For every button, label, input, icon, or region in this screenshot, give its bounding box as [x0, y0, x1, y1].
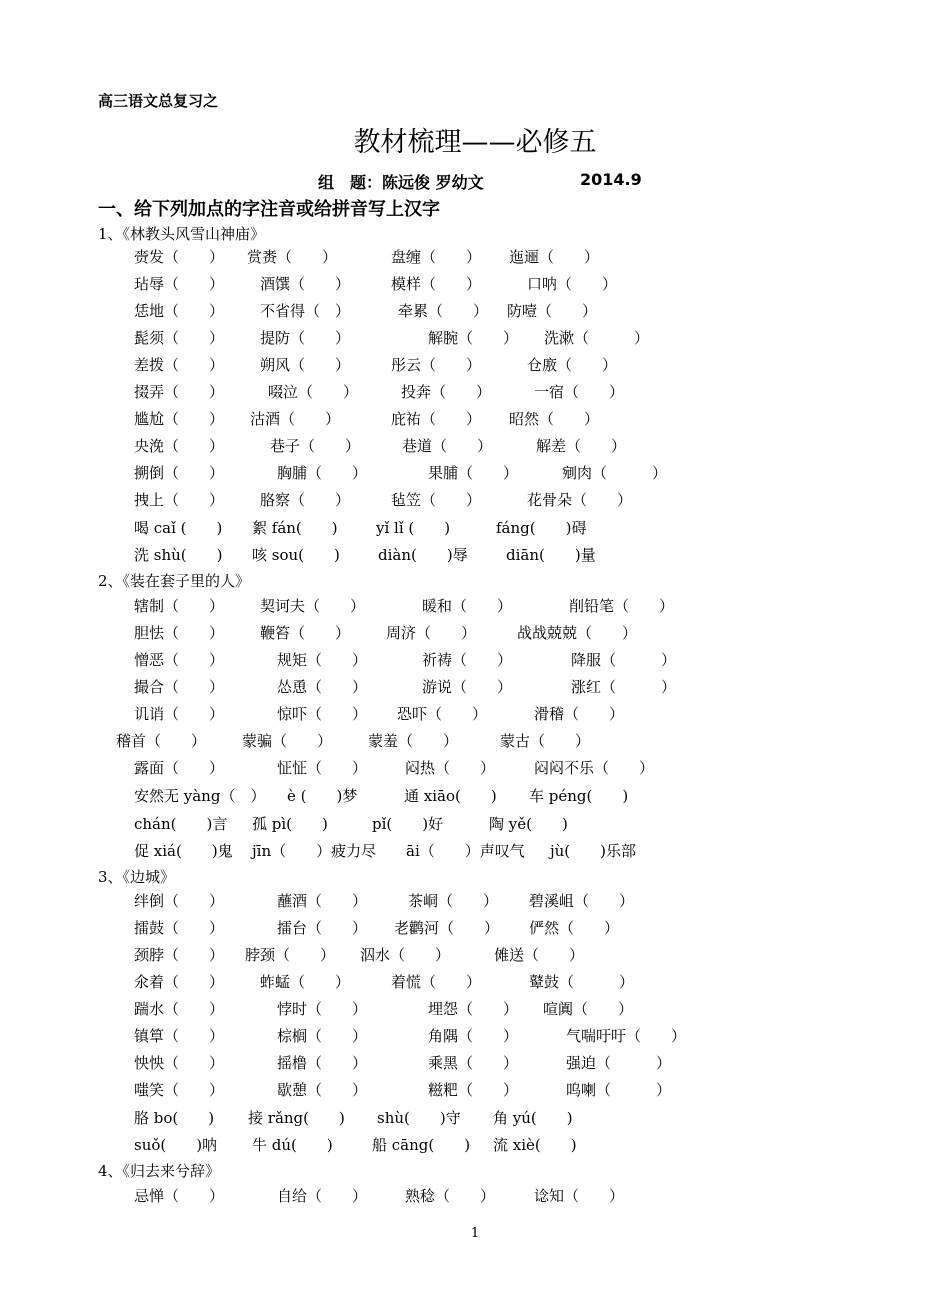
exercise-item: 悖时（ ）: [277, 1000, 368, 1018]
exercise-item: 摇橹（ ）: [277, 1054, 368, 1072]
exercise-item: 防噎（ ）: [507, 302, 598, 320]
exercise-item: è ( )梦: [287, 787, 358, 805]
exercise-item: 髭须（ ）: [134, 329, 225, 347]
exercise-item: 露面（ ）: [134, 759, 225, 777]
exercise-item: 强迫（ ）: [566, 1054, 672, 1072]
exercise-item: 怔怔（ ）: [277, 759, 368, 777]
exercise-item: 玷辱（ ）: [134, 275, 225, 293]
section-title: 2、《装在套子里的人》: [98, 572, 251, 590]
section-title: 3、《边城》: [98, 868, 176, 886]
exercise-item: 喝 caǐ ( ): [134, 519, 223, 537]
exercise-item: 赏赉（ ）: [247, 248, 338, 266]
exercise-item: 花骨朵（ ）: [527, 491, 633, 509]
exercise-item: 镇筸（ ）: [134, 1027, 225, 1045]
page-title: 教材梳理——必修五: [353, 127, 597, 158]
exercise-item: 巷子（ ）: [270, 437, 361, 455]
exercise-item: 怂恿（ ）: [277, 678, 368, 696]
exercise-item: 流 xiè( ): [493, 1136, 577, 1154]
exercise-item: jīn（ ）疲力尽: [252, 842, 377, 860]
exercise-item: 脖颈（ ）: [245, 946, 336, 964]
exercise-item: jù( )乐部: [550, 842, 637, 860]
exercise-item: 氽着（ ）: [134, 973, 225, 991]
exercise-item: 怏怏（ ）: [134, 1054, 225, 1072]
exercise-item: 棕榈（ ）: [277, 1027, 368, 1045]
exercise-item: 闷闷不乐（ ）: [534, 759, 655, 777]
exercise-item: 毡笠（ ）: [391, 491, 482, 509]
exercise-item: 着慌（ ）: [391, 973, 482, 991]
exercise-item: 搠倒（ ）: [134, 464, 225, 482]
exercise-item: yǐ lǐ ( ): [376, 519, 451, 537]
exercise-item: 鼙鼓（ ）: [529, 973, 635, 991]
exercise-item: 一宿（ ）: [534, 383, 625, 401]
exercise-item: 谂知（ ）: [534, 1187, 625, 1205]
exercise-item: 角 yú( ): [493, 1109, 573, 1127]
exercise-item: 擂鼓（ ）: [134, 919, 225, 937]
exercise-item: 模样（ ）: [391, 275, 482, 293]
exercise-item: 口呐（ ）: [527, 275, 618, 293]
exercise-item: 沽酒（ ）: [250, 410, 341, 428]
series-label: 高三语文总复习之: [98, 92, 219, 110]
exercise-item: 絮 fán( ): [252, 519, 338, 537]
exercise-item: 尴尬（ ）: [134, 410, 225, 428]
exercise-item: 啜泣（ ）: [268, 383, 359, 401]
exercise-item: 闷热（ ）: [405, 759, 496, 777]
exercise-item: 角隅（ ）: [428, 1027, 519, 1045]
exercise-item: 迤逦（ ）: [509, 248, 600, 266]
exercise-item: 规矩（ ）: [277, 651, 368, 669]
exercise-item: 嗤笑（ ）: [134, 1081, 225, 1099]
exercise-item: 接 rǎng( ): [248, 1109, 345, 1127]
exercise-item: fáng( )碍: [496, 519, 587, 537]
exercise-item: 洗漱（ ）: [544, 329, 650, 347]
exercise-item: 咳 sou( ): [252, 546, 340, 564]
exercise-item: chán( )言: [134, 815, 228, 833]
exercise-item: 恐吓（ ）: [397, 705, 488, 723]
exercise-item: 胳 bo( ): [134, 1109, 215, 1127]
exercise-item: 牵累（ ）: [398, 302, 489, 320]
exercise-item: 牛 dú( ): [252, 1136, 333, 1154]
exercise-item: 茶峒（ ）: [408, 892, 499, 910]
page-number: 1: [470, 1226, 480, 1241]
exercise-item: 泅水（ ）: [360, 946, 451, 964]
section-title: 4、《归去来兮辞》: [98, 1162, 221, 1180]
exercise-item: 踹水（ ）: [134, 1000, 225, 1018]
exercise-item: 祈祷（ ）: [422, 651, 513, 669]
exercise-item: 游说（ ）: [422, 678, 513, 696]
exercise-item: 歇憩（ ）: [277, 1081, 368, 1099]
exercise-item: 酒馔（ ）: [260, 275, 351, 293]
exercise-item: 仓廒（ ）: [527, 356, 618, 374]
exercise-item: 巷道（ ）: [402, 437, 493, 455]
exercise-item: 气喘吁吁（ ）: [566, 1027, 687, 1045]
exercise-item: 俨然（ ）: [529, 919, 620, 937]
exercise-item: 埋怨（ ）: [428, 1000, 519, 1018]
exercise-item: 彤云（ ）: [391, 356, 482, 374]
exercise-item: 削铅笔（ ）: [569, 597, 675, 615]
exercise-item: 周济（ ）: [386, 624, 477, 642]
exercise-item: 鞭笞（ ）: [260, 624, 351, 642]
exercise-item: 解腕（ ）: [428, 329, 519, 347]
exercise-item: 蘸酒（ ）: [277, 892, 368, 910]
exercise-item: 投奔（ ）: [401, 383, 492, 401]
exercise-item: 差拨（ ）: [134, 356, 225, 374]
exercise-item: 拽上（ ）: [134, 491, 225, 509]
date-label: 2014.9: [580, 170, 642, 189]
exercise-item: 涨红（ ）: [571, 678, 677, 696]
exercise-item: 恁地（ ）: [134, 302, 225, 320]
exercise-item: 稽首（ ）: [116, 732, 207, 750]
exercise-item: diàn( )辱: [378, 546, 468, 564]
exercise-item: 盘缠（ ）: [391, 248, 482, 266]
exercise-item: 喧阗（ ）: [543, 1000, 634, 1018]
exercise-item: 剜肉（ ）: [562, 464, 668, 482]
exercise-item: 庇祐（ ）: [391, 410, 482, 428]
exercise-item: 不省得（ ）: [260, 302, 351, 320]
exercise-item: 蚱蜢（ ）: [260, 973, 351, 991]
exercise-item: 解差（ ）: [536, 437, 627, 455]
section-title: 1、《林教头风雪山神庙》: [98, 225, 266, 243]
exercise-item: 促 xiá( )鬼: [134, 842, 233, 860]
exercise-item: 蒙古（ ）: [500, 732, 591, 750]
exercise-item: 胆怯（ ）: [134, 624, 225, 642]
author-line: [318, 170, 642, 193]
exercise-item: 乘黑（ ）: [428, 1054, 519, 1072]
exercise-item: 提防（ ）: [260, 329, 351, 347]
exercise-item: 洗 shù( ): [134, 546, 223, 564]
exercise-item: 果脯（ ）: [428, 464, 519, 482]
exercise-item: 船 cāng( ): [372, 1136, 471, 1154]
exercise-item: 糍粑（ ）: [428, 1081, 519, 1099]
exercise-item: 蒙骗（ ）: [242, 732, 333, 750]
exercise-item: pǐ( )好: [372, 815, 444, 833]
exercise-item: 自给（ ）: [277, 1187, 368, 1205]
exercise-item: 降服（ ）: [571, 651, 677, 669]
exercise-item: 傩送（ ）: [494, 946, 585, 964]
exercise-item: 通 xiāo( ): [404, 787, 497, 805]
exercise-item: 擂台（ ）: [277, 919, 368, 937]
exercise-item: diān( )量: [506, 546, 596, 564]
exercise-item: 契诃夫（ ）: [260, 597, 366, 615]
exercise-item: shù( )守: [377, 1109, 461, 1127]
exercise-item: 憎恶（ ）: [134, 651, 225, 669]
exercise-item: 颈脖（ ）: [134, 946, 225, 964]
exercise-item: 昭然（ ）: [509, 410, 600, 428]
exercise-item: suǒ( )呐: [134, 1136, 218, 1154]
exercise-item: 碧溪岨（ ）: [529, 892, 635, 910]
exercise-item: 掇弄（ ）: [134, 383, 225, 401]
exercise-item: 胸脯（ ）: [277, 464, 368, 482]
exercise-item: 呜喇（ ）: [566, 1081, 672, 1099]
exercise-item: 央浼（ ）: [134, 437, 225, 455]
exercise-item: 暖和（ ）: [422, 597, 513, 615]
exercise-item: 忌惮（ ）: [134, 1187, 225, 1205]
exercise-item: 胳察（ ）: [260, 491, 351, 509]
exercise-heading: 一、给下列加点的字注音或给拼音写上汉字: [98, 199, 440, 220]
exercise-item: 滑稽（ ）: [534, 705, 625, 723]
exercise-item: 辖制（ ）: [134, 597, 225, 615]
exercise-item: 赍发（ ）: [134, 248, 225, 266]
exercise-item: 讥诮（ ）: [134, 705, 225, 723]
exercise-item: 撮合（ ）: [134, 678, 225, 696]
exercise-item: 车 péng( ): [529, 787, 629, 805]
exercise-item: 战战兢兢（ ）: [517, 624, 638, 642]
exercise-item: 陶 yě( ): [489, 815, 568, 833]
exercise-item: 老鹳河（ ）: [394, 919, 500, 937]
author-names: 组 题：陈远俊 罗幼文: [318, 173, 484, 192]
exercise-item: 朔风（ ）: [260, 356, 351, 374]
exercise-item: 熟稔（ ）: [405, 1187, 496, 1205]
exercise-item: 安然无 yàng（ ）: [134, 787, 266, 805]
exercise-item: 惊吓（ ）: [277, 705, 368, 723]
exercise-item: 绊倒（ ）: [134, 892, 225, 910]
exercise-item: 蒙羞（ ）: [368, 732, 459, 750]
exercise-item: 孤 pì( ): [252, 815, 328, 833]
exercise-item: āi（ ）声叹气: [406, 842, 525, 860]
